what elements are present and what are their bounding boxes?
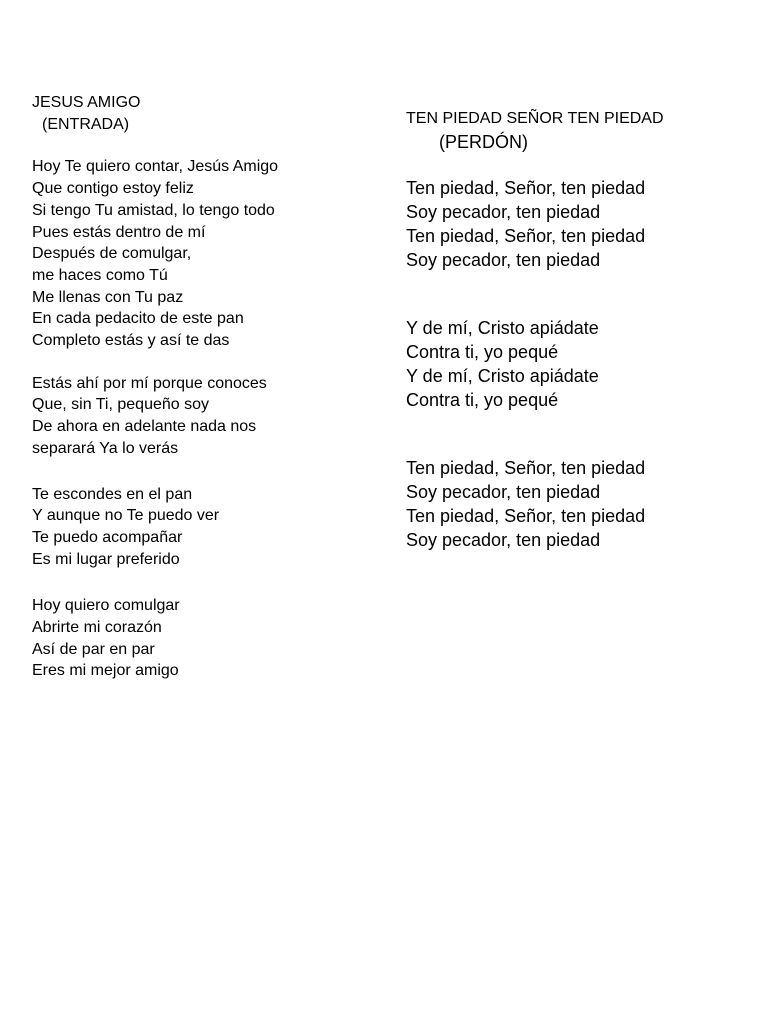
lyric-line: Hoy Te quiero contar, Jesús Amigo bbox=[32, 158, 279, 176]
lyric-line: Te escondes en el pan bbox=[32, 485, 193, 503]
lyric-line: Que contigo estoy feliz bbox=[32, 180, 194, 198]
lyric-line: Ten piedad, Señor, ten piedad bbox=[406, 506, 646, 526]
lyric-line: Ten piedad, Señor, ten piedad bbox=[406, 178, 646, 198]
lyric-line: De ahora en adelante nada nos bbox=[32, 418, 257, 436]
lyric-line: En cada pedacito de este pan bbox=[32, 310, 244, 328]
lyric-line: separará Ya lo verás bbox=[32, 439, 179, 457]
lyric-line: Así de par en par bbox=[32, 640, 155, 658]
lyric-line: Contra ti, yo pequé bbox=[406, 390, 559, 410]
lyric-line: Después de comulgar, bbox=[32, 245, 192, 263]
left-stanza-2 bbox=[32, 373, 372, 460]
lyric-line: Abrirte mi corazón bbox=[32, 619, 162, 637]
left-song-subtitle: (ENTRADA) bbox=[42, 115, 130, 133]
left-song-column bbox=[32, 92, 372, 682]
lyric-line: Soy pecador, ten piedad bbox=[406, 250, 601, 270]
right-stanza-2 bbox=[406, 316, 746, 412]
right-song-title: TEN PIEDAD SEÑOR TEN PIEDAD bbox=[406, 110, 664, 127]
lyric-line: Soy pecador, ten piedad bbox=[406, 482, 601, 502]
left-stanza-4 bbox=[32, 595, 372, 682]
lyric-line: Y de mí, Cristo apiádate bbox=[406, 366, 599, 386]
lyric-line: Si tengo Tu amistad, lo tengo todo bbox=[32, 201, 275, 219]
lyric-line: Me llenas con Tu paz bbox=[32, 288, 184, 306]
lyric-line: Hoy quiero comulgar bbox=[32, 597, 180, 615]
lyric-line: Ten piedad, Señor, ten piedad bbox=[406, 226, 646, 246]
lyric-line: Soy pecador, ten piedad bbox=[406, 530, 601, 550]
lyric-line: Pues estás dentro de mí bbox=[32, 223, 206, 241]
right-song-subtitle: (PERDÓN) bbox=[439, 132, 528, 152]
lyric-line: Completo estás y así te das bbox=[32, 332, 230, 350]
lyric-line: Eres mi mejor amigo bbox=[32, 662, 179, 680]
lyric-line: Que, sin Ti, pequeño soy bbox=[32, 396, 209, 414]
lyric-line: Y aunque no Te puedo ver bbox=[32, 507, 220, 525]
left-stanza-3 bbox=[32, 484, 372, 571]
lyric-line: Estás ahí por mí porque conoces bbox=[32, 374, 267, 392]
lyric-line: Te puedo acompañar bbox=[32, 528, 183, 546]
lyric-line: Soy pecador, ten piedad bbox=[406, 202, 601, 222]
right-stanza-1 bbox=[406, 176, 746, 272]
left-song-title: JESUS AMIGO bbox=[32, 94, 141, 111]
lyric-line: me haces como Tú bbox=[32, 266, 168, 284]
right-song-column bbox=[406, 108, 746, 552]
lyric-line: Es mi lugar preferido bbox=[32, 550, 180, 568]
lyric-line: Ten piedad, Señor, ten piedad bbox=[406, 458, 646, 478]
right-stanza-3 bbox=[406, 456, 746, 552]
left-stanza-1 bbox=[32, 156, 372, 351]
lyric-line: Contra ti, yo pequé bbox=[406, 342, 559, 362]
lyric-line: Y de mí, Cristo apiádate bbox=[406, 318, 599, 338]
